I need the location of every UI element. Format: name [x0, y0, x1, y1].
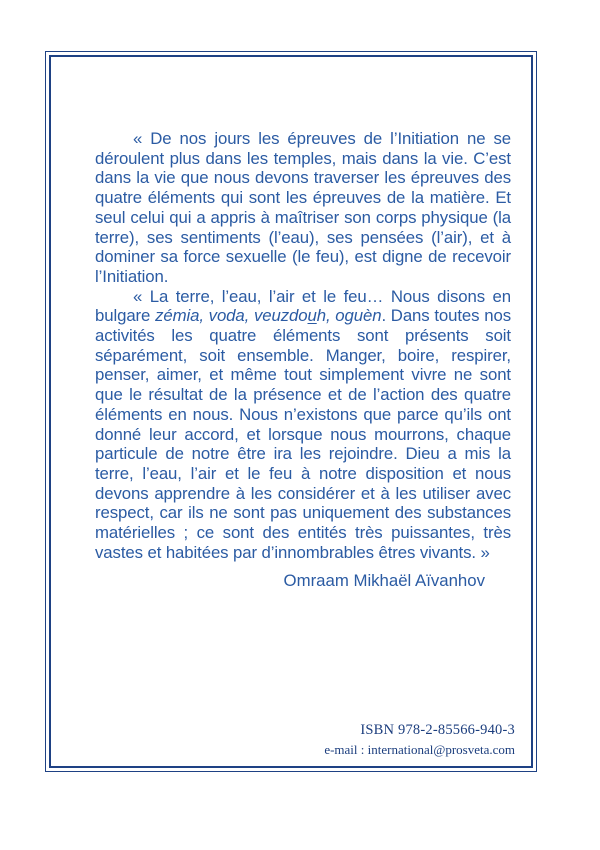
- quote-block: [95, 129, 511, 591]
- quote-paragraph-2-rest: . Dans toutes nos activités les quatre éléments sont présents soit séparément, soit ensemble. Manger, boire, respirer, penser, aimer, et même tout simplement vivre ne sont que le résultat de la présence et de l’action des quatre éléments en nous. Nous n’existons que parce qu’ils ont donné leur accord, et lorsque nous mourrons, chaque particule de notre être ira les rejoindre. Dieu a mis la terre, l’eau, l’air et le feu à notre disposition et nous devons apprendre à les considérer et à les utiliser avec respect, car ils ne sont pas uniquement des substances matérielles ; ce sont des entités très puissantes, très vastes et habitées par d’innombrables êtres vivants. »: [95, 306, 511, 562]
- bulgarian-terms-before-underline: zémia, voda, veuzdo: [155, 306, 308, 326]
- footer-info: [324, 721, 515, 759]
- quote-paragraph-1-text: « De nos jours les épreuves de l’Initiation ne se déroulent plus dans les temples, mais dans la vie. C’est dans la vie que nous devons traverser les épreuves des quatre éléments qui sont les épreuves de la matière. Et seul celui qui a appris à maîtriser son corps physique (la terre), ses sentiments (l’eau), ses pensées (l’air), et à dominer sa force sexuelle (le feu), est digne de recevoir l’Initiation.: [95, 129, 511, 286]
- quote-paragraph-1: [95, 129, 511, 287]
- isbn-text: ISBN 978-2-85566-940-3: [360, 722, 515, 738]
- bulgarian-terms-italic: [155, 306, 381, 325]
- quote-paragraph-2-lead: « La terre, l’eau, l’air et le feu… Nous disons en bulgare: [95, 286, 511, 326]
- bulgarian-terms-after-underline: h, oguèn: [316, 306, 382, 326]
- email-text: e-mail : international@prosveta.com: [324, 742, 515, 757]
- underlined-letter: u: [307, 306, 317, 326]
- quote-paragraph-2: [95, 287, 511, 563]
- author-name: Omraam Mikhaël Aïvanhov: [283, 571, 485, 591]
